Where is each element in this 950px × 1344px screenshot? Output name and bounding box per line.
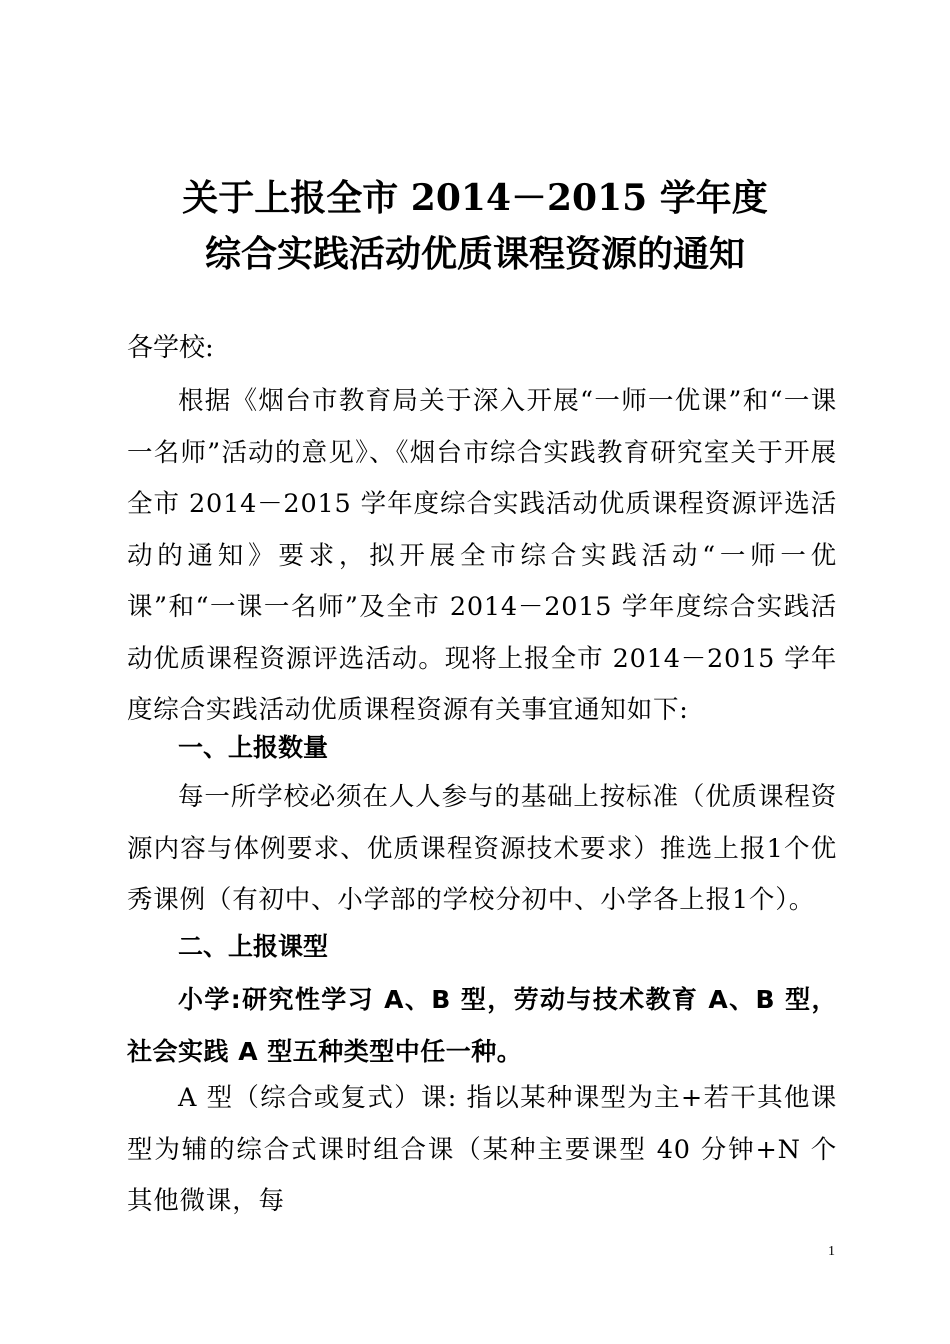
intro-paragraph: 根据《烟台市教育局关于深入开展“一师一优课”和“一课一名师”活动的意见》、《烟台市综合实践教育研究室关于开展全市 2014－2015 学年度综合实践活动优质课程资源评选活动的通知》要求，拟开展全市综合实践活动“一师一优课”和“一课一名师”及全市 2014－2015 学年度综合实践活动优质课程资源评选活动。现将上报全市 2014－2015 学年度综合实践活动优质课程资源有关事宜通知如下: xyxy=(127,386,837,725)
document-title-line-2: 综合实践活动优质课程资源的通知 xyxy=(204,233,745,275)
document-title-line-1: 关于上报全市 2014－2015 学年度 xyxy=(182,177,768,219)
primary-school-types-paragraph: 小学:研究性学习 A、B 型，劳动与技术教育 A、B 型，社会实践 A 型五种类型中任一种。 xyxy=(127,985,837,1066)
section-heading-course-types: 二、上报课型 xyxy=(178,932,329,961)
section-heading-quantity: 一、上报数量 xyxy=(178,733,329,762)
salutation: 各学校: xyxy=(127,333,214,363)
a-type-description-paragraph: A 型（综合或复式）课: 指以某种课型为主+若干其他课型为辅的综合式课时组合课（某种主要课型 40 分钟+N 个其他微课，每 xyxy=(127,1083,837,1216)
quantity-paragraph: 每一所学校必须在人人参与的基础上按标准（优质课程资源内容与体例要求、优质课程资源技术要求）推选上报1个优秀课例（有初中、小学部的学校分初中、小学各上报1个）。 xyxy=(127,782,837,915)
page-number: 1 xyxy=(828,1244,835,1259)
